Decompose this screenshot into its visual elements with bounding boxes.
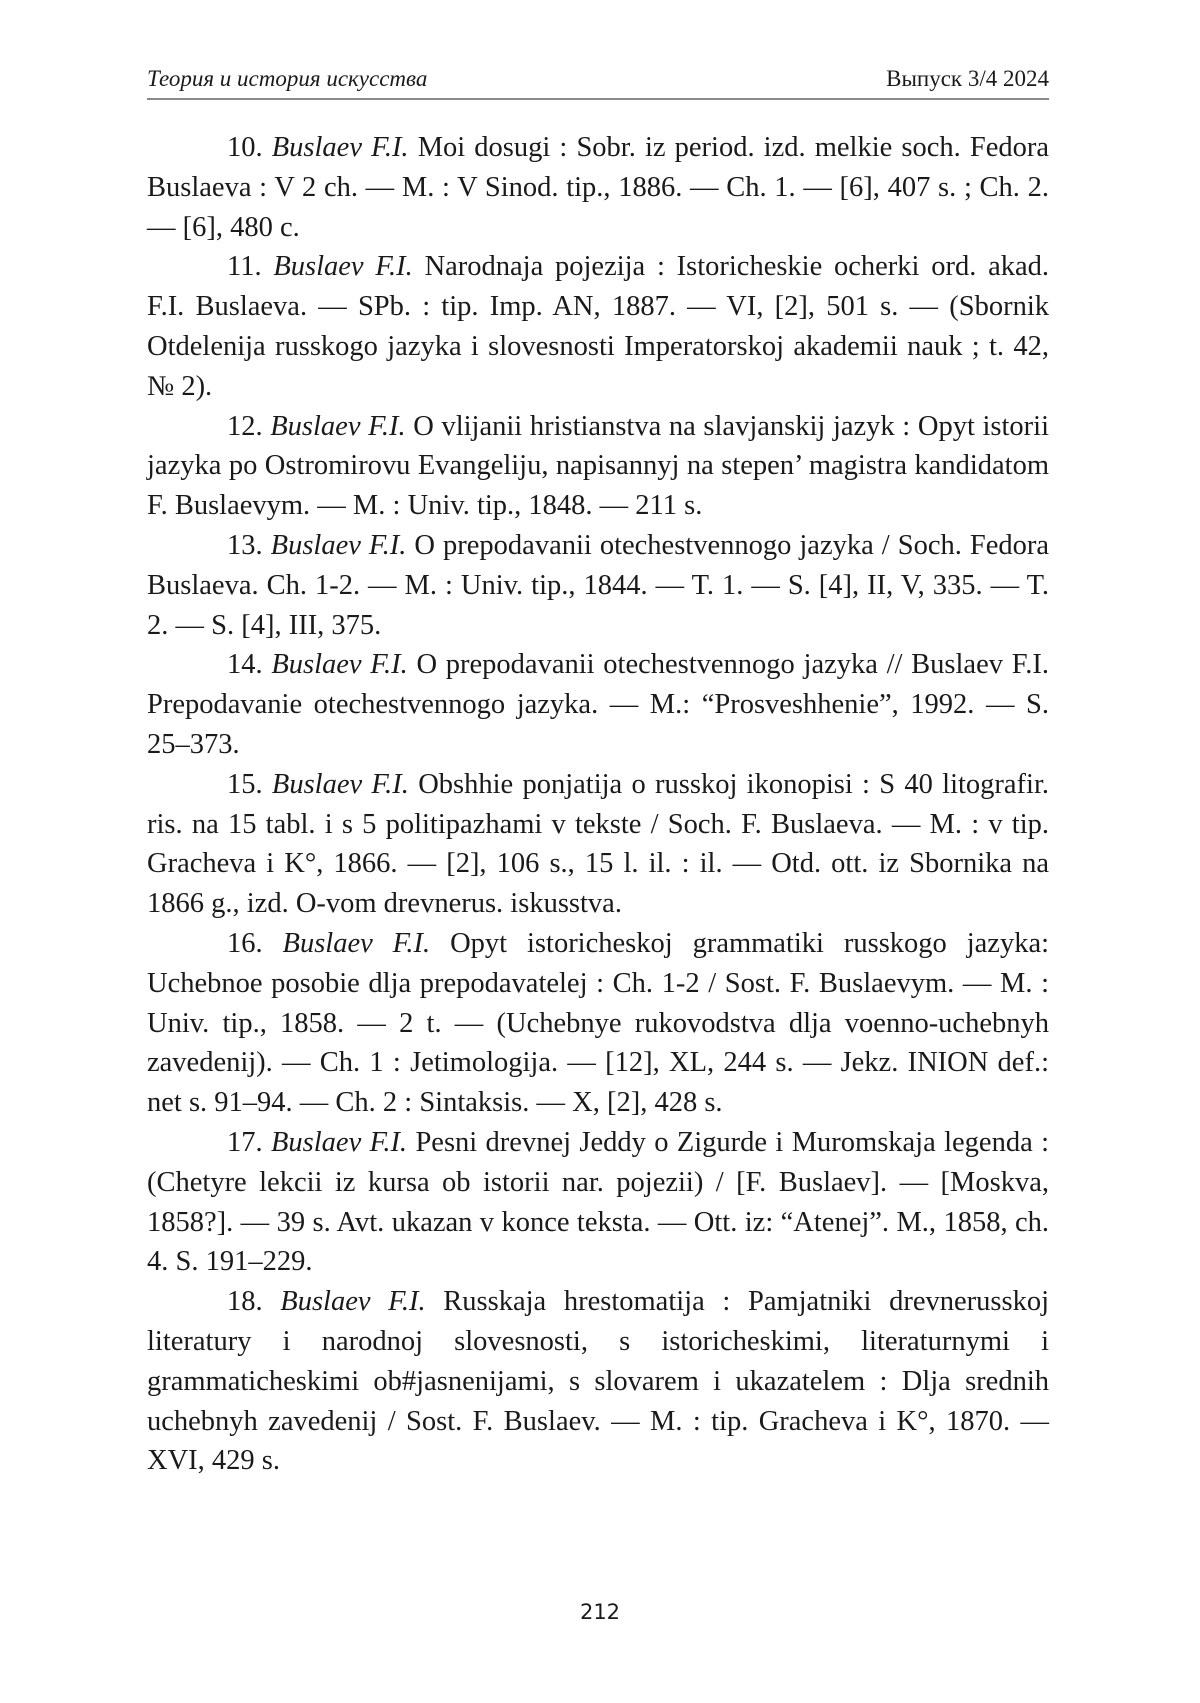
ref-text: Opyt istoricheskoj grammatiki russkogo jazyka: Uchebnoe posobie dlja prepodavatelej : Ch. 1-2 / Sost. F. Buslaevym. — M. : Univ. tip., 1858. — 2 t. — (Uchebnye rukovodstva dlja voenno-uchebnyh zavedenij). — Ch. 1 : Jetimologija. — [12], XL, 244 s. — Jekz. INION def.: net s. 91–94. — Ch. 2 : Sintaksis. — X, [2], 428 s. [147,927,1050,1119]
issue-number: Выпуск 3/4 2024 [886,66,1049,91]
ref-number: 11. [227,251,262,283]
ref-author: Buslaev F.I. [271,768,409,800]
reference-item [147,407,1049,526]
ref-author: Buslaev F.I. [273,251,413,283]
page-number: 212 [579,1600,621,1624]
ref-author: Buslaev F.I. [270,529,407,561]
ref-text: O vlijanii hristianstva na slavjanskij jazyk : Opyt istorii jazyka po Ostromirovu Evangeliju, napisannyj na stepen’ magistra kandidatom F. Buslaevym. — M. : Univ. tip., 1848. — 211 s. [147,410,1050,522]
ref-author: Buslaev F.I. [282,927,431,959]
journal-title: Теория и история искусства [147,66,428,91]
running-header [147,62,1049,100]
ref-author: Buslaev F.I. [271,1126,408,1158]
ref-text: Pesni drevnej Jeddy o Zigurde i Muromskaja legenda : (Chetyre lekcii iz kursa ob istorii nar. pojezii) / [F. Buslaev]. — [Moskva, 1858?]. — 39 s. Avt. ukazan v konce teksta. — Ott. iz: “Atenej”. M., 1858, ch. 4. S. 191–229. [147,1126,1050,1278]
ref-number: 13. [227,529,263,561]
reference-item [147,1282,1049,1481]
ref-text: Obshhie ponjatija o russkoj ikonopisi : S 40 litografir. ris. na 15 tabl. i s 5 politipazhami v tekste / Soch. F. Buslaeva. — M. : v tip. Gracheva i K°, 1866. — [2], 106 s., 15 l. il. : il. — Otd. ott. iz Sbornika na 1866 g., izd. O-vom drevnerus. iskusstva. [147,768,1050,920]
reference-item [147,247,1049,406]
ref-text: O prepodavanii otechestvennogo jazyka // Buslaev F.I. Prepodavanie otechestvennogo jazyka. — M.: “Prosveshhenie”, 1992. — S. 25–373. [147,649,1050,760]
reference-item [147,924,1049,1123]
reference-list [147,128,1049,1481]
reference-item [147,526,1049,645]
ref-author: Buslaev F.I. [280,1286,426,1318]
ref-author: Buslaev F.I. [271,649,408,681]
ref-text: Russkaja hrestomatija : Pamjatniki drevnerusskoj literatury i narodnoj slovesnosti, s istoricheskimi, literaturnymi i grammaticheskimi ob#jasnenijami, s slovarem i ukazatelem : Dlja srednih uchebnyh zavedenij / Sost. F. Buslaev. — M. : tip. Gracheva i K°, 1870. — XVI, 429 s. [147,1286,1049,1477]
ref-number: 17. [227,1126,263,1158]
ref-author: Buslaev F.I. [270,410,406,442]
ref-number: 12. [227,410,263,442]
reference-item [147,1123,1049,1282]
ref-text: Moi dosugi : Sobr. iz period. izd. melkie soch. Fedora Buslaeva : V 2 ch. — M. : V Sinod. tip., 1886. — Ch. 1. — [6], 407 s. ; Ch. 2. — [6], 480 c. [147,132,1050,243]
ref-text: O prepodavanii otechestvennogo jazyka / Soch. Fedora Buslaeva. Ch. 1-2. — M. : Univ. tip., 1844. — T. 1. — S. [4], II, V, 335. — T. 2. — S. [4], III, 375. [147,529,1050,641]
ref-number: 18. [227,1286,263,1318]
ref-author: Buslaev F.I. [271,132,409,163]
reference-item [147,765,1049,924]
ref-number: 10. [227,132,263,163]
ref-number: 14. [227,649,263,681]
reference-item [147,128,1049,247]
ref-text: Narodnaja pojezija : Istoricheskie ocherki ord. akad. F.I. Buslaeva. — SPb. : tip. Imp. AN, 1887. — VI, [2], 501 s. — (Sbornik Otdelenija russkogo jazyka i slovesnosti Imperatorskoj akademii nauk ; t. 42, № 2). [147,251,1050,402]
reference-item [147,645,1049,764]
ref-number: 15. [227,768,263,800]
ref-number: 16. [227,927,263,959]
